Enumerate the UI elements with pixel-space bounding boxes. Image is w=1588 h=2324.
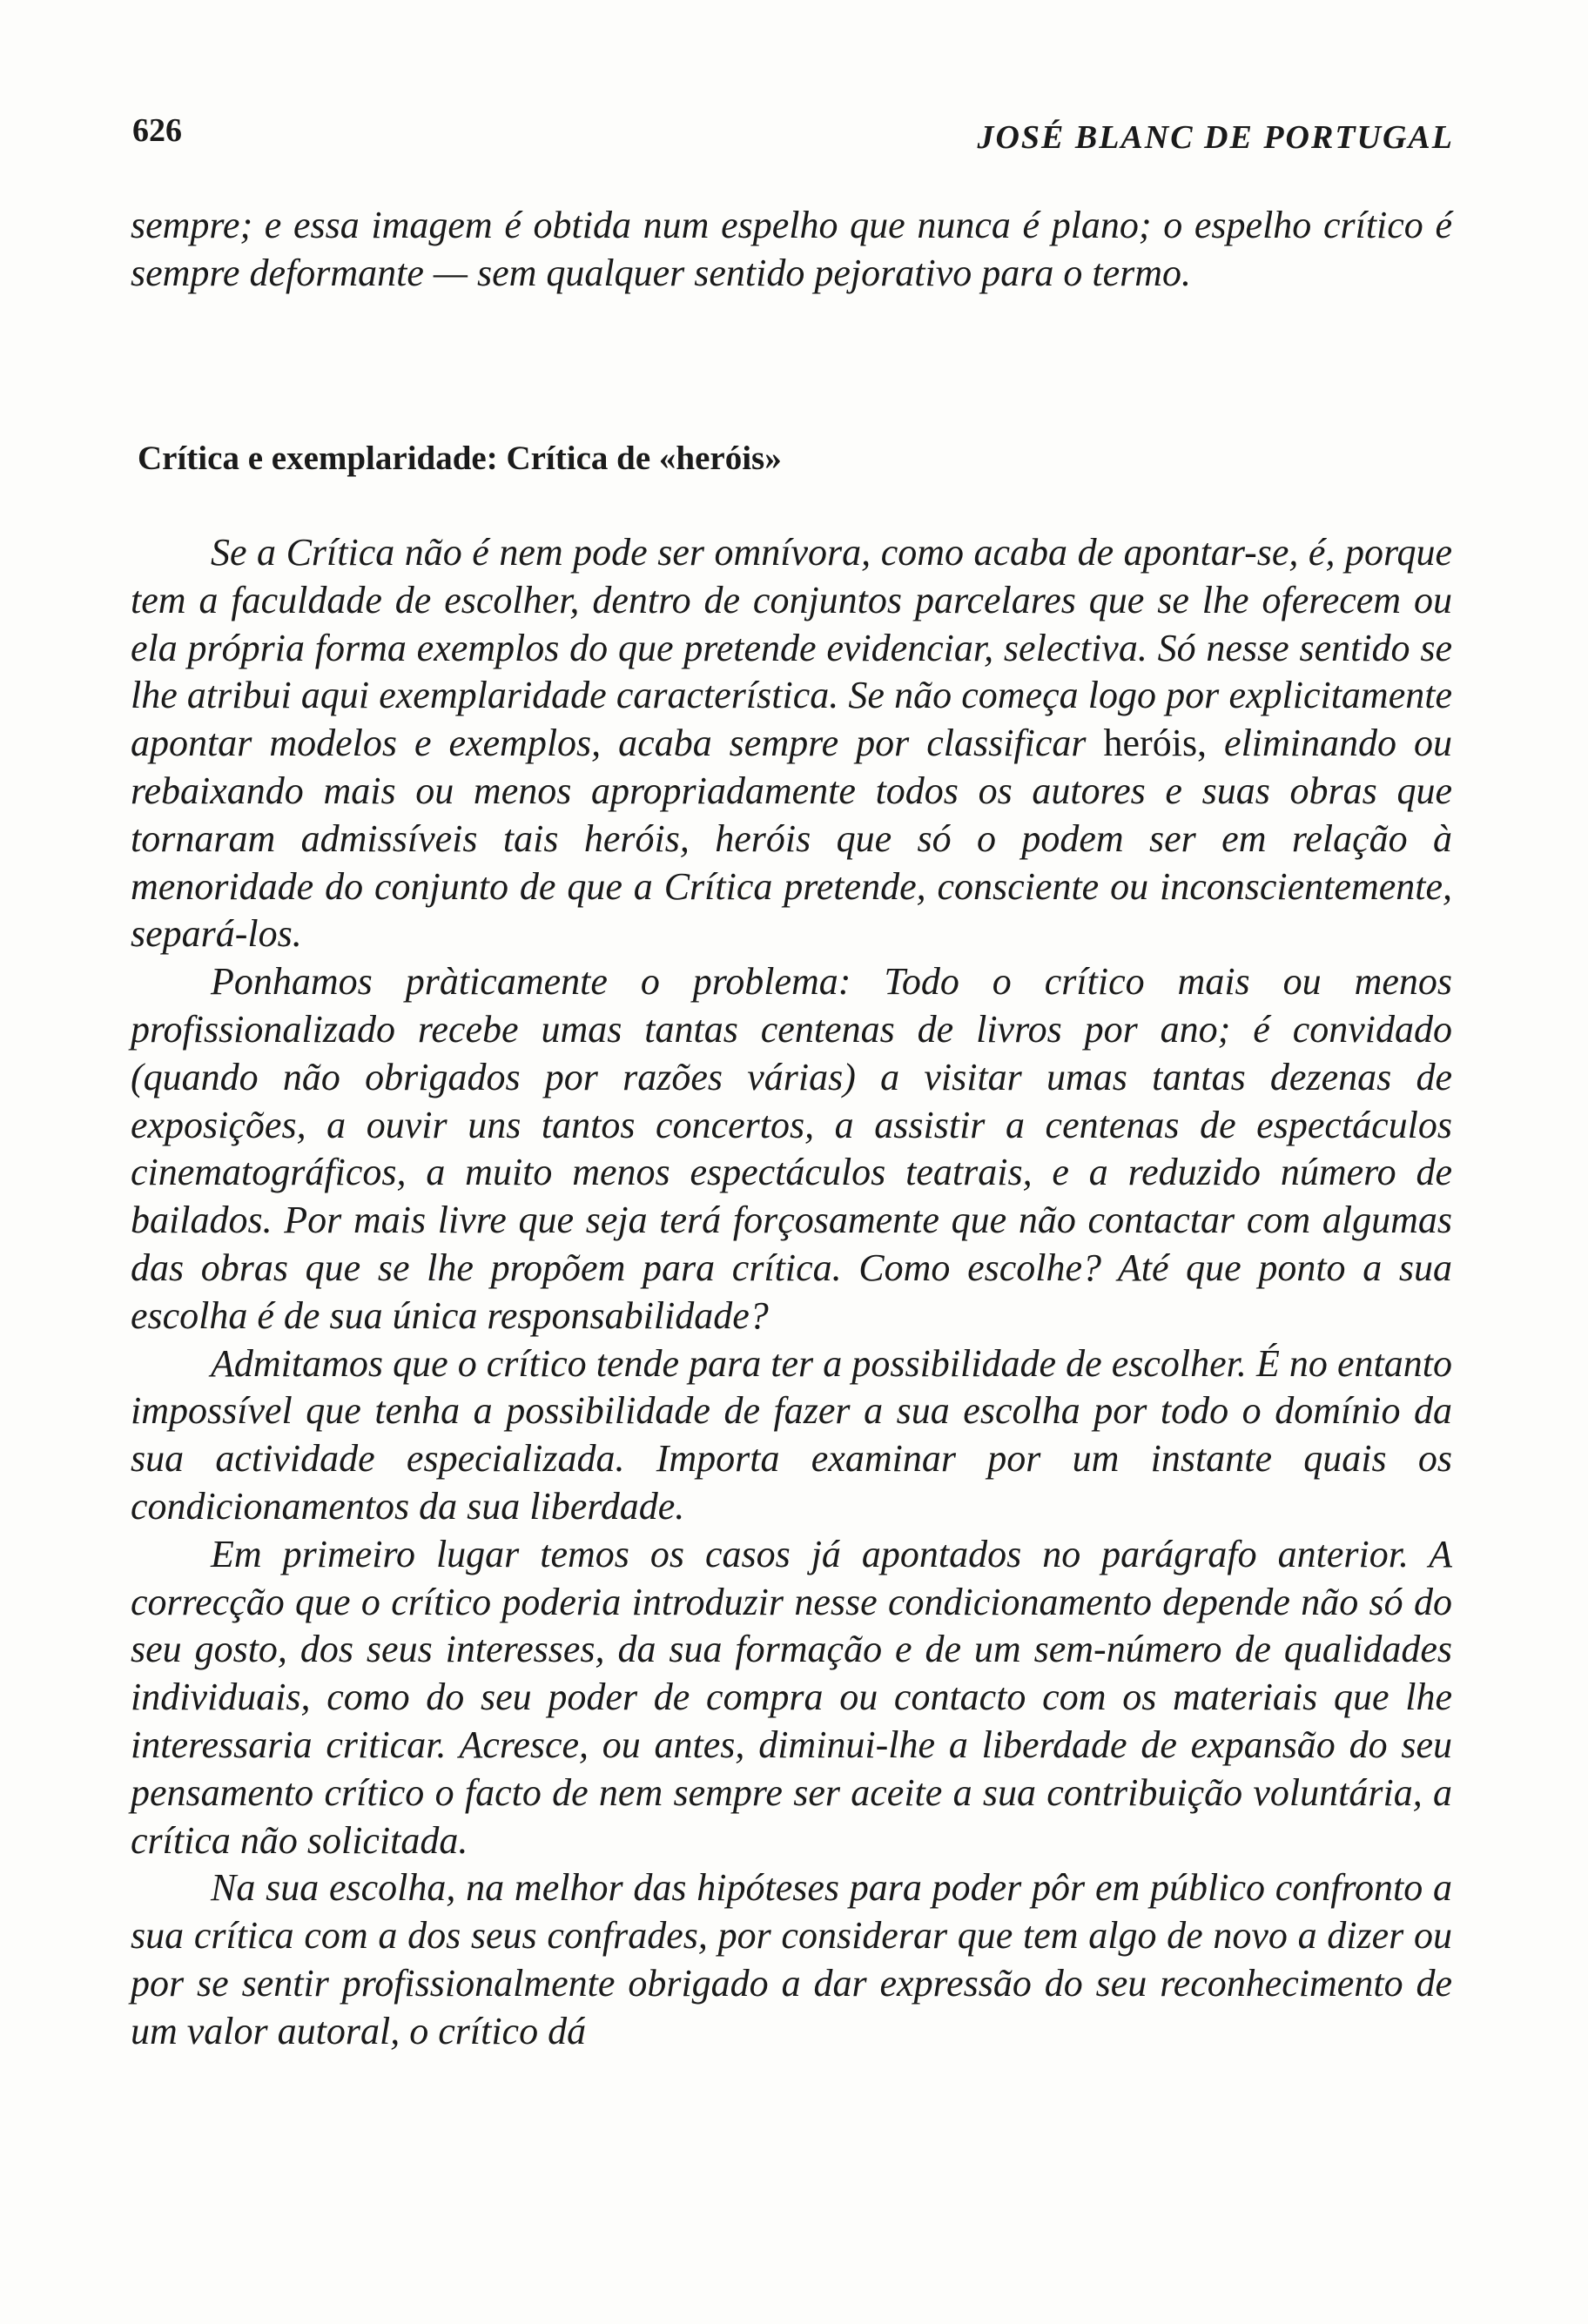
paragraph-2: Ponhamos pràticamente o problema: Todo o crítico mais ou menos profissionalizado recebe umas tantas centenas de livros por ano; é convidado (quando não obrigados por razões várias) a visitar umas tantas dezenas de exposições, a ouvir uns tantos concertos, a assistir a centenas de espectáculos cinematográficos, a muito menos espectáculos teatrais, e a reduzido número de bailados. Por mais livre que seja terá forçosamente que não contactar com algumas das obras que se lhe propõem para crítica. Como escolhe? Até que ponto a sua escolha é de sua única responsabilidade? — [131, 960, 1452, 1337]
paragraph-1-part-a: Se a Crítica não é nem pode ser omnívora, como acaba de apontar-se, é, porque tem a faculdade de escolher, dentro de conjuntos parcelares que se lhe oferecem ou ela própria forma exemplos do que pretende evidenciar, selectiva. Só nesse sentido se lhe atribui aqui exemplaridade característica. Se não começa logo por explicitamente apontar modelos e exemplos, acaba sempre por classificar — [131, 531, 1452, 765]
paragraph-4: Em primeiro lugar temos os casos já apontados no parágrafo anterior. A correcção que o crítico poderia introduzir nesse condicionamento depende não só do seu gosto, dos seus interesses, da sua formação e de um sem-número de qualidades individuais, como do seu poder de compra ou contacto com os materiais que lhe interessaria criticar. Acresce, ou antes, diminui-lhe a liberdade de expansão do seu pensamento crítico o facto de nem sempre ser aceite a sua contribuição voluntária, a crítica não solicitada. — [131, 1532, 1452, 1862]
intro-text-block — [131, 202, 1452, 298]
running-head: JOSÉ BLANC DE PORTUGAL — [977, 119, 1454, 156]
intro-paragraph: sempre; e essa imagem é obtida num espelho que nunca é plano; o espelho crítico é sempre deformante — sem qualquer sentido pejorativo para o termo. — [131, 204, 1452, 294]
paragraph-3: Admitamos que o crítico tende para ter a possibilidade de escolher. É no entanto impossível que tenha a possibilidade de fazer a sua escolha por todo o domínio da sua actividade especializada. Importa examinar por um instante quais os condicionamentos da sua liberdade. — [131, 1341, 1452, 1528]
paragraph-1-roman-word: heróis, — [1103, 722, 1208, 765]
page-number: 626 — [132, 112, 182, 149]
section-heading: Crítica e exemplaridade: Crítica de «heróis» — [138, 440, 782, 477]
paragraph-5: Na sua escolha, na melhor das hipóteses para poder pôr em público confronto a sua crítica com a dos seus confrades, por considerar que tem algo de novo a dizer ou por se sentir profissionalmente obrigado a dar expressão do seu reconhecimento de um valor autoral, o crítico dá — [131, 1866, 1452, 2052]
main-text-block — [131, 529, 1452, 2056]
paragraph-1-part-b: eliminando ou rebaixando mais ou menos apropriadamente todos os autores e suas obras que tornaram admissíveis tais heróis, heróis que só o podem ser em relação à menoridade do conjunto de que a Crítica pretende, consciente ou inconscientemente, separá-los. — [131, 722, 1453, 956]
page-header — [132, 111, 1454, 164]
paragraph-1 — [131, 529, 1452, 958]
